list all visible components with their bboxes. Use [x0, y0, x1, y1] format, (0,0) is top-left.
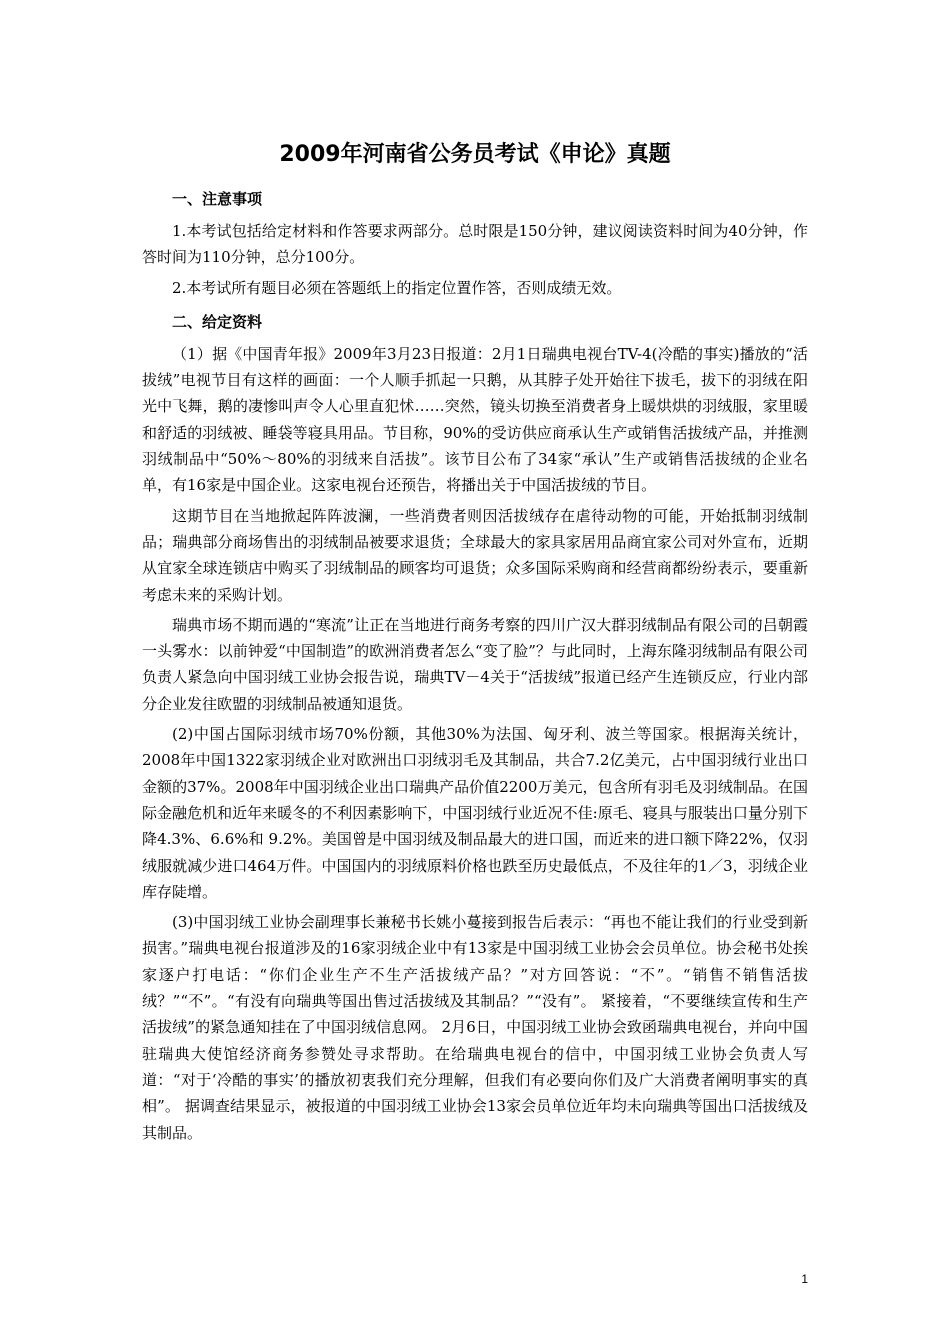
material-paragraph: (2)中国占国际羽绒市场70%份额，其他30%为法国、匈牙利、波兰等国家。根据海关统计，2008年中国1322家羽绒企业对欧洲出口羽绒羽毛及其制品，共合7.2亿美元，占中国羽绒行业出口金额的37%。2008年中国羽绒企业出口瑞典产品价值2200万美元，包含所有羽毛及羽绒制品。在国际金融危机和近年来暖冬的不利因素影响下，中国羽绒行业近况不佳:原毛、寝具与服装出口量分别下降4.3%、6.6%和 9.2%。美国曾是中国羽绒及制品最大的进口国，而近来的进口额下降22%，仅羽绒服就减少进口464万件。中国国内的羽绒原料价格也跌至历史最低点，不及往年的1／3，羽绒企业库存陡增。: [142, 725, 808, 901]
material-paragraph: 这期节目在当地掀起阵阵波澜，一些消费者则因活拔绒存在虐待动物的可能，开始抵制羽绒制品；瑞典部分商场售出的羽绒制品被要求退货；全球最大的家具家居用品商宜家公司对外宣布，近期从宜家全球连锁店中购买了羽绒制品的顾客均可退货；众多国际采购商和经营商都纷纷表示，要重新考虑未来的采购计划。: [142, 506, 808, 604]
page-number: 1: [801, 1272, 808, 1286]
material-paragraph: （1）据《中国青年报》2009年3月23日报道：2月1日瑞典电视台TV-4(冷酷的事实)播放的“活拔绒”电视节目有这样的画面：一个人顺手抓起一只鹅，从其脖子处开始往下拔毛，拔下的羽绒在阳光中飞舞，鹅的凄惨叫声令人心里直犯怵……突然，镜头切换至消费者身上暖烘烘的羽绒服，家里暖和舒适的羽绒被、睡袋等寝具用品。节目称，90%的受访供应商承认生产或销售活拔绒产品，并推测羽绒制品中“50%～80%的羽绒来自活拔”。该节目公布了34家“承认”生产或销售活拔绒的企业名单，有16家是中国企业。这家电视台还预告，将播出关于中国活拔绒的节目。: [142, 344, 808, 495]
document-title: 2009年河南省公务员考试《申论》真题: [279, 142, 671, 167]
notice-item: 2.本考试所有题目必须在答题纸上的指定位置作答，否则成绩无效。: [172, 278, 622, 297]
section-heading-notice: 一、注意事项: [172, 190, 263, 208]
material-paragraph: (3)中国羽绒工业协会副理事长兼秘书长姚小蔓接到报告后表示：“再也不能让我们的行业受到新损害。”瑞典电视台报道涉及的16家羽绒企业中有13家是中国羽绒工业协会会员单位。协会秘书处挨家逐户打电话：“你们企业生产不生产活拔绒产品？”对方回答说：“不”。“销售不销售活拔绒？”“不”。“有没有向瑞典等国出售过活拔绒及其制品？”“没有”。 紧接着，“不要继续宣传和生产活拔绒”的紧急通知挂在了中国羽绒信息网。 2月6日，中国羽绒工业协会致函瑞典电视台，并向中国驻瑞典大使馆经济商务参赞处寻求帮助。在给瑞典电视台的信中，中国羽绒工业协会负责人写道：“对于‘冷酷的事实’的播放初衷我们充分理解，但我们有必要向你们及广大消费者阐明事实的真相”。 据调查结果显示，被报道的中国羽绒工业协会13家会员单位近年均未向瑞典等国出口活拔绒及其制品。: [142, 913, 808, 1142]
notice-item: 1.本考试包括给定材料和作答要求两部分。总时限是150分钟，建议阅读资料时间为40分钟，作答时间为110分钟，总分100分。: [142, 222, 808, 267]
section-heading-materials: 二、给定资料: [172, 312, 263, 331]
material-paragraph: 瑞典市场不期而遇的“寒流”让正在当地进行商务考察的四川广汉大群羽绒制品有限公司的吕朝霞一头雾水：以前钟爱“中国制造”的欧洲消费者怎么“变了脸”？与此同时，上海东隆羽绒制品有限公司负责人紧急向中国羽绒工业协会报告说，瑞典TV－4关于“活拔绒”报道已经产生连锁反应，行业内部分企业发往欧盟的羽绒制品被通知退货。: [142, 615, 808, 713]
